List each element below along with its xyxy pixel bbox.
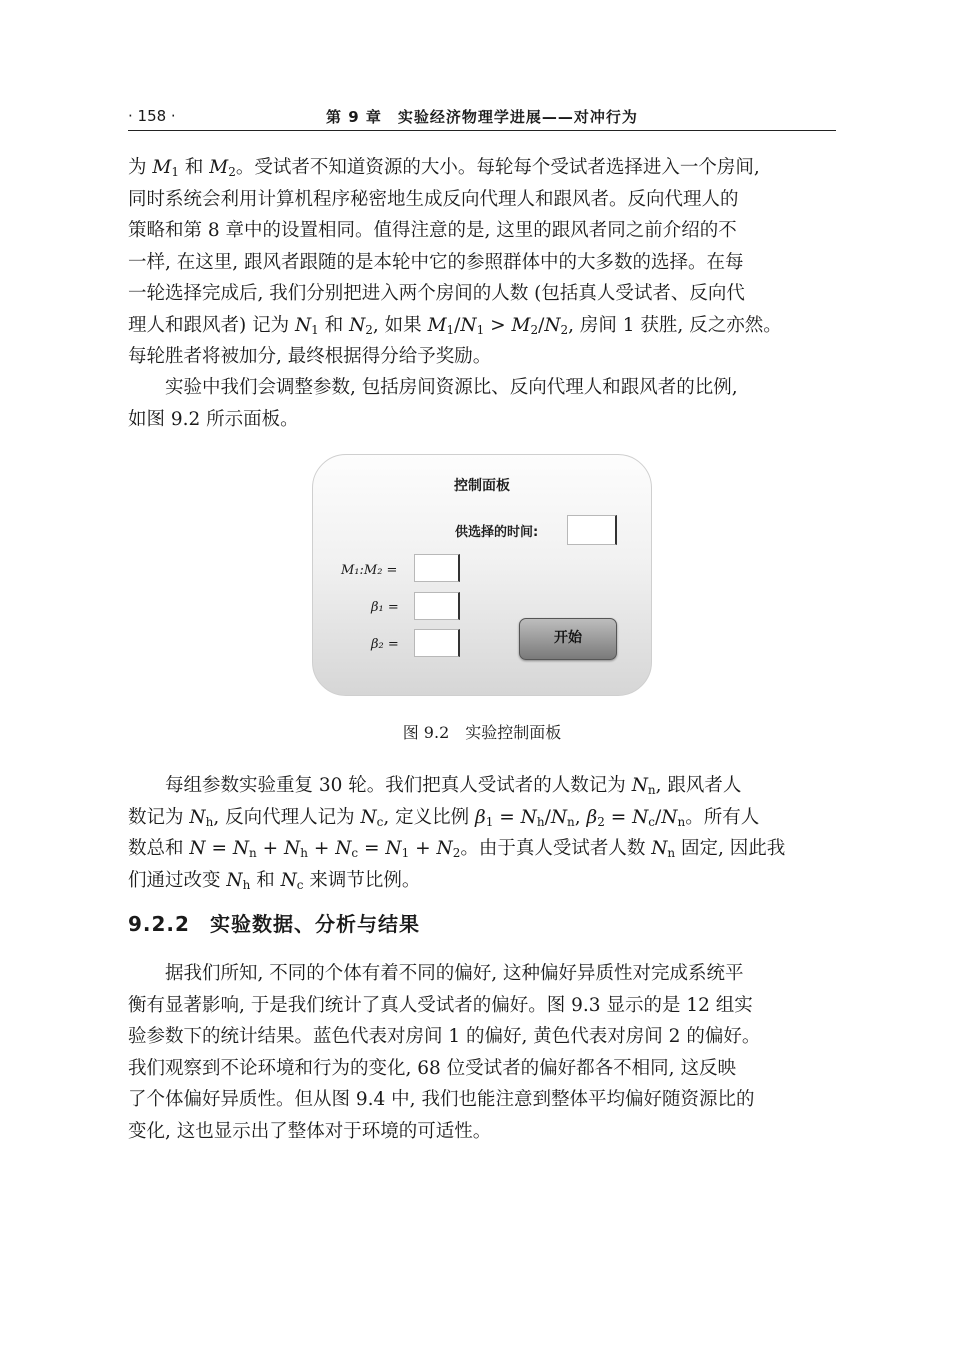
figure-caption: 图 9.2 实验控制面板 bbox=[402, 723, 562, 742]
text-line: 理人和跟风者) 记为 $N_1$ 和 $N_2$, 如果 $M_1/N_1 > M_2/N_2$, 房间 1 获胜, 反之亦然。 bbox=[128, 314, 782, 337]
text-line: 一轮选择完成后, 我们分别把进入两个房间的人数 (包括真人受试者、反向代 bbox=[128, 283, 745, 304]
beta2-label: β₂ = bbox=[371, 637, 399, 652]
text-line: 同时系统会利用计算机程序秘密地生成反向代理人和跟风者。反向代理人的 bbox=[128, 188, 739, 210]
time-label: 供选择的时间: bbox=[455, 525, 539, 540]
section-heading bbox=[128, 908, 420, 937]
paragraph-2 bbox=[128, 372, 836, 435]
control-panel-figure bbox=[312, 454, 652, 696]
text-line: 了个体偏好异质性。但从图 9.4 中, 我们也能注意到整体平均偏好随资源比的 bbox=[128, 1089, 755, 1110]
text-line: 如图 9.2 所示面板。 bbox=[128, 408, 299, 430]
text-line: 们通过改变 $N_h$ 和 $N_c$ 来调节比例。 bbox=[128, 869, 421, 892]
section-title: 实验数据、分析与结果 bbox=[209, 912, 420, 936]
text-line: 每组参数实验重复 30 轮。我们把真人受试者的人数记为 $N_n$, 跟风者人 bbox=[165, 775, 742, 797]
text-line: 一样, 在这里, 跟风者跟随的是本轮中它的参照群体中的大多数的选择。在每 bbox=[128, 251, 744, 273]
text-line: 为 $M_1$ 和 $M_2$。受试者不知道资源的大小。每轮每个受试者选择进入一个房间, bbox=[128, 157, 760, 179]
panel-title: 控制面板 bbox=[454, 478, 510, 494]
chapter-title: 第 9 章 实验经济物理学进展——对冲行为 bbox=[326, 108, 638, 126]
ratio-label: M₁:M₂ = bbox=[341, 563, 398, 578]
start-button[interactable]: 开始 bbox=[519, 618, 617, 660]
beta2-input[interactable] bbox=[414, 629, 460, 657]
paragraph-4 bbox=[128, 958, 836, 1147]
text-line: 策略和第 8 章中的设置相同。值得注意的是, 这里的跟风者同之前介绍的不 bbox=[128, 220, 737, 241]
text-line: 据我们所知, 不同的个体有着不同的偏好, 这种偏好异质性对完成系统平 bbox=[165, 963, 744, 984]
beta1-input[interactable] bbox=[414, 592, 460, 620]
text-line: 衡有显著影响, 于是我们统计了真人受试者的偏好。图 9.3 显示的是 12 组实 bbox=[128, 994, 753, 1016]
text-line: 数记为 $N_h$, 反向代理人记为 $N_c$, 定义比例 $\beta_1 = N_h/N_n$, $\beta_2 = N_c/N_n$。所有人 bbox=[128, 806, 760, 829]
text-line: 我们观察到不论环境和行为的变化, 68 位受试者的偏好都各不相同, 这反映 bbox=[128, 1057, 736, 1079]
running-header bbox=[128, 104, 836, 131]
section-number: 9.2.2 bbox=[128, 912, 190, 936]
text-line: 每轮胜者将被加分, 最终根据得分给予奖励。 bbox=[128, 346, 492, 367]
text-line: 数总和 $N = N_n + N_h + N_c = N_1 + N_2$。由于真人受试者人数 $N_n$ 固定, 因此我 bbox=[128, 838, 786, 860]
text-line: 变化, 这也显示出了整体对于环境的可适性。 bbox=[128, 1120, 492, 1142]
beta1-label: β₁ = bbox=[371, 600, 399, 615]
time-input[interactable] bbox=[567, 515, 617, 545]
paragraph-1 bbox=[128, 152, 836, 373]
paragraph-3 bbox=[128, 770, 836, 896]
page-number: · 158 · bbox=[128, 107, 176, 125]
text-line: 验参数下的统计结果。蓝色代表对房间 1 的偏好, 黄色代表对房间 2 的偏好。 bbox=[128, 1026, 761, 1047]
text-line: 实验中我们会调整参数, 包括房间资源比、反向代理人和跟风者的比例, bbox=[165, 377, 738, 398]
ratio-input[interactable] bbox=[414, 554, 460, 582]
